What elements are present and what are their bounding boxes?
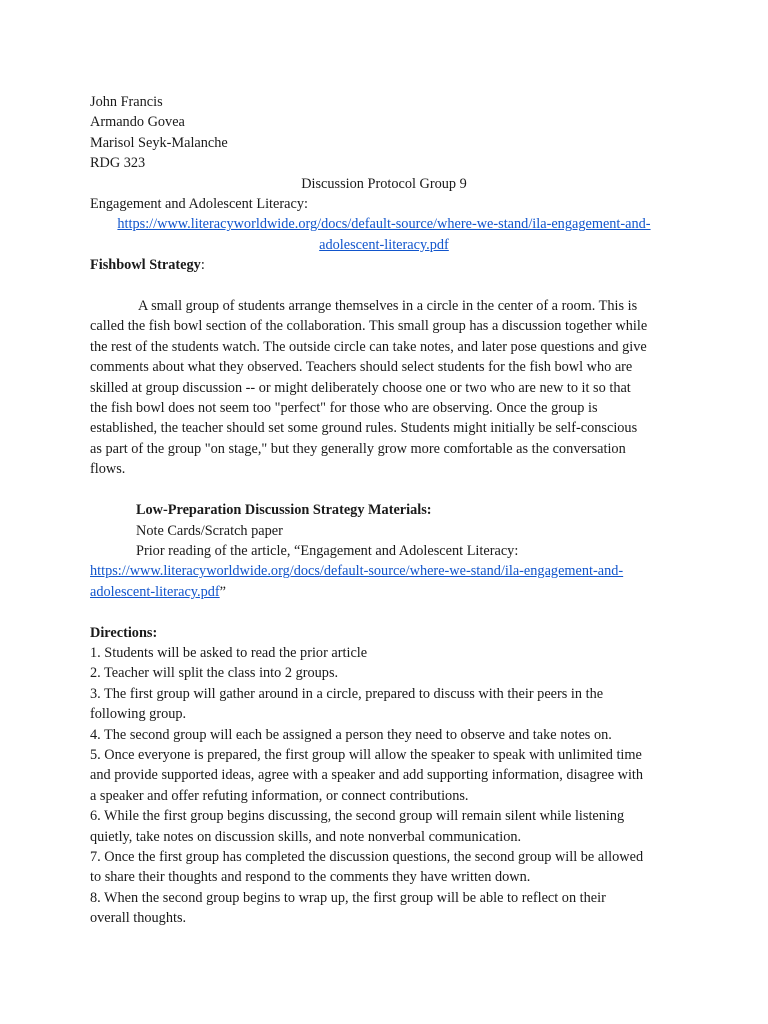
direction-line: 5. Once everyone is prepared, the first group will allow the speaker to speak with unlimited time — [90, 746, 642, 763]
materials-link-line-2 — [90, 582, 678, 602]
paragraph-line: flows. — [90, 461, 126, 478]
paragraph-line: as part of the group "on stage," but they generally grow more comfortable as the conversation — [90, 440, 626, 457]
article-link[interactable]: adolescent-literacy.pdf — [319, 236, 449, 253]
materials-article-link[interactable]: adolescent-literacy.pdf — [90, 583, 220, 600]
direction-line: 8. When the second group begins to wrap up, the first group will be able to reflect on their — [90, 889, 606, 906]
materials-item: Note Cards/Scratch paper — [136, 522, 283, 539]
strategy-heading: Fishbowl Strategy — [90, 257, 201, 274]
article-link-line-1[interactable] — [90, 214, 678, 234]
direction-line: to share their thoughts and respond to the comments they have written down. — [90, 869, 531, 886]
direction-line: 4. The second group will each be assigned a person they need to observe and take notes on. — [90, 726, 612, 743]
paragraph-line: called the fish bowl section of the collaboration. This small group has a discussion together while — [90, 318, 648, 335]
author-name: John Francis — [90, 94, 163, 110]
spacer — [90, 480, 678, 500]
author-name: Armando Govea — [90, 114, 185, 131]
strategy-paragraph — [90, 296, 678, 480]
paragraph-line: the rest of the students watch. The outside circle can take notes, and later pose questions and give — [90, 338, 647, 355]
direction-line: 2. Teacher will split the class into 2 groups. — [90, 665, 339, 682]
paragraph-line: A small group of students arrange themselves in a circle in the center of a room. This is — [138, 298, 638, 315]
materials-heading: Low-Preparation Discussion Strategy Materials: — [136, 502, 432, 519]
direction-line: 1. Students will be asked to read the prior article — [90, 644, 368, 661]
author-name: Marisol Seyk-Malanche — [90, 134, 228, 151]
direction-line: overall thoughts. — [90, 910, 187, 927]
document-title: Discussion Protocol Group 9 — [301, 175, 467, 192]
strategy-heading-line — [90, 255, 678, 275]
direction-line: a speaker and offer refuting information, or connect contributions. — [90, 787, 469, 804]
direction-line: 7. Once the first group has completed the discussion questions, the second group will be allowed — [90, 848, 644, 865]
article-label: Engagement and Adolescent Literacy: — [90, 196, 308, 213]
paragraph-line: skilled at group discussion -- or might deliberately choose one or two who are new to it so that — [90, 379, 631, 396]
paragraph-line: established, the teacher should set some ground rules. Students might initially be self-conscious — [90, 420, 638, 437]
directions-list — [90, 643, 678, 929]
direction-line: 6. While the first group begins discussing, the second group will remain silent while listening — [90, 808, 625, 825]
course-code: RDG 323 — [90, 155, 146, 172]
materials-link-line-1[interactable] — [90, 561, 678, 581]
materials-item: Prior reading of the article, “Engagement and Adolescent Literacy: — [136, 542, 519, 559]
paragraph-line: comments about what they observed. Teachers should select students for the fish bowl who are — [90, 359, 633, 376]
article-link-line-2[interactable] — [90, 235, 678, 255]
direction-line: quietly, take notes on discussion skills, and note nonverbal communication. — [90, 828, 522, 845]
paragraph-line: the fish bowl does not seem too "perfect" for those who are observing. Once the group is — [90, 400, 598, 417]
direction-line: following group. — [90, 706, 187, 723]
strategy-heading-colon: : — [200, 257, 205, 274]
direction-line: and provide supported ideas, agree with a speaker and add supporting information, disagree with — [90, 767, 644, 784]
spacer — [90, 602, 678, 622]
materials-article-link[interactable]: https://www.literacyworldwide.org/docs/default-source/where-we-stand/ila-engagement-and- — [90, 563, 624, 580]
article-link[interactable]: https://www.literacyworldwide.org/docs/default-source/where-we-stand/ila-engagement-and- — [117, 216, 651, 233]
closing-quote: ” — [219, 583, 227, 600]
directions-heading: Directions: — [90, 624, 158, 641]
spacer — [90, 276, 678, 296]
direction-line: 3. The first group will gather around in a circle, prepared to discuss with their peers in the — [90, 685, 604, 702]
